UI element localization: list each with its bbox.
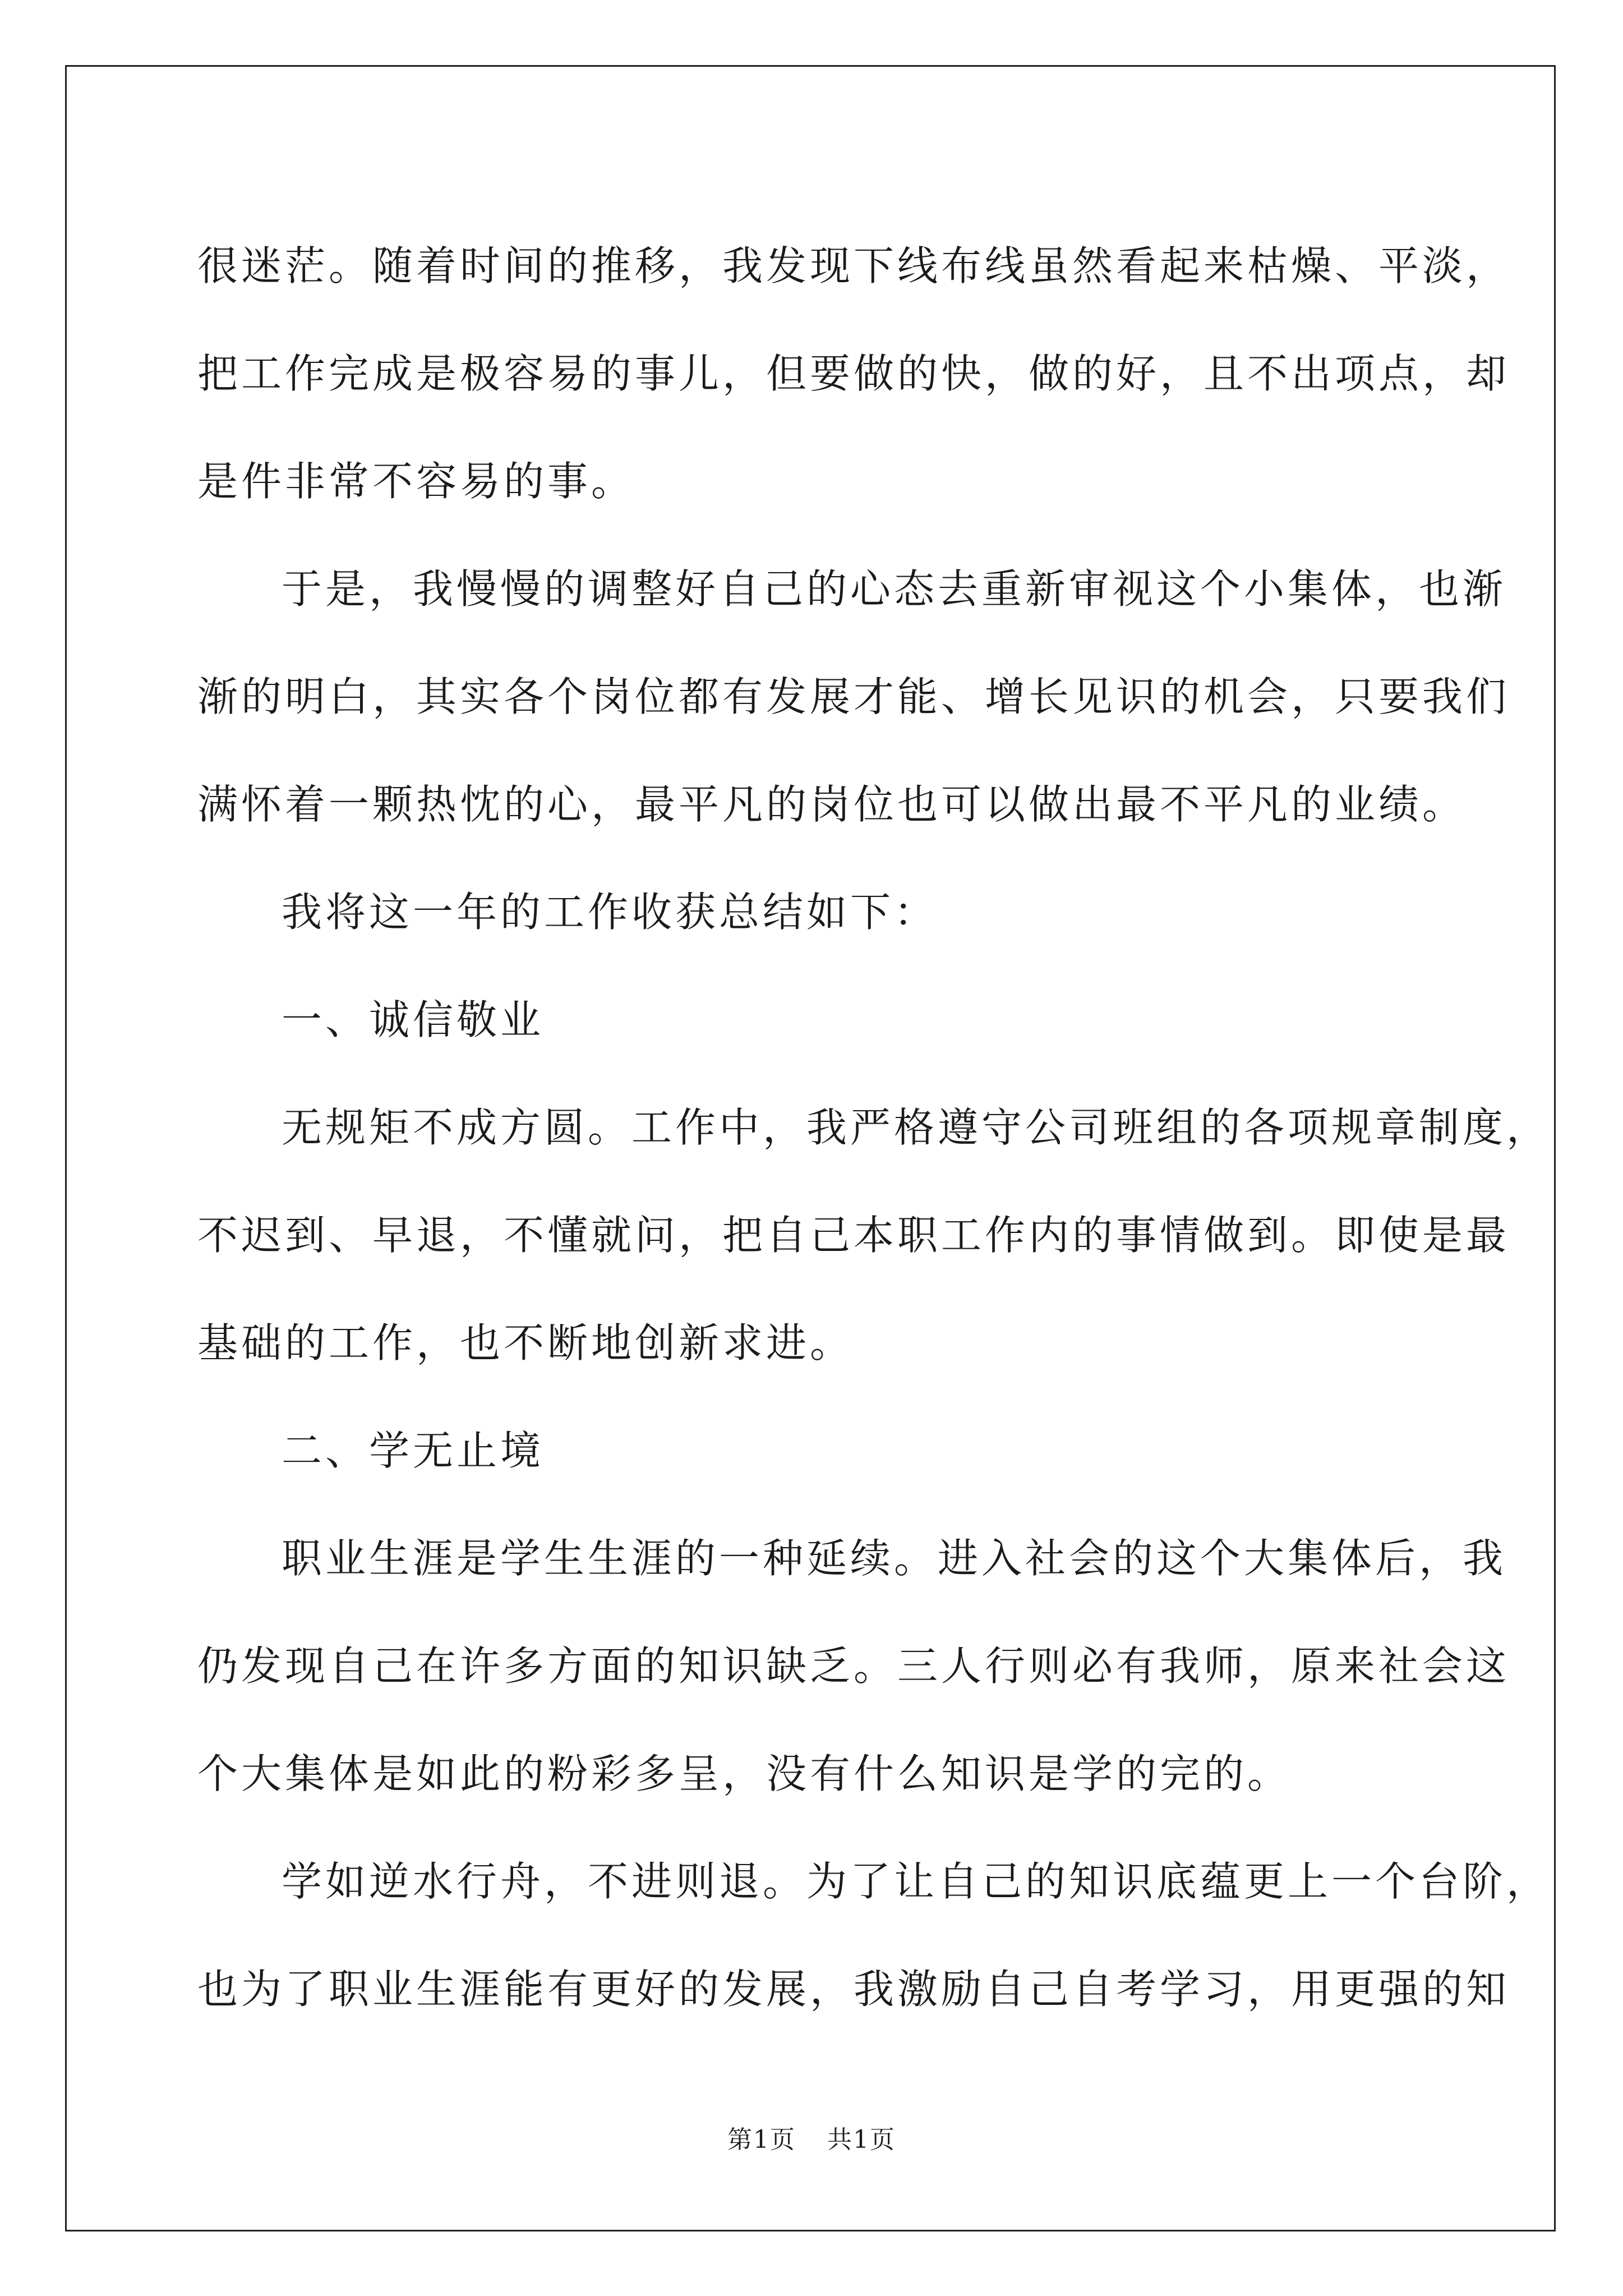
text-line-10: 不迟到、早退，不懂就问，把自己本职工作内的事情做到。即使是最 — [197, 1212, 1510, 1259]
page-number-current: 第1页 — [727, 2125, 796, 2154]
text-line-13: 职业生涯是学生生涯的一种延续。进入社会的这个大集体后，我 — [282, 1535, 1507, 1582]
page-footer — [0, 2119, 1623, 2155]
text-line-14: 仍发现自己在许多方面的知识缺乏。三人行则必有我师，原来社会这 — [197, 1642, 1510, 1690]
text-line-4: 于是，我慢慢的调整好自己的心态去重新审视这个小集体，也渐 — [282, 565, 1507, 613]
text-line-9: 无规矩不成方圆。工作中，我严格遵守公司班组的各项规章制度， — [282, 1104, 1551, 1151]
section-heading-2: 二、学无止境 — [282, 1427, 545, 1474]
text-line-15: 个大集体是如此的粉彩多呈，没有什么知识是学的完的。 — [197, 1750, 1292, 1797]
document-body — [197, 212, 1551, 2043]
section-heading-1: 一、诚信敬业 — [282, 996, 545, 1043]
text-line-5: 渐的明白，其实各个岗位都有发展才能、增长见识的机会，只要我们 — [197, 673, 1510, 720]
text-line-2: 把工作完成是极容易的事儿，但要做的快，做的好，且不出项点，却 — [197, 350, 1510, 397]
text-line-3: 是件非常不容易的事。 — [197, 458, 635, 505]
text-line-7: 我将这一年的工作收获总结如下： — [282, 889, 938, 936]
text-line-6: 满怀着一颗热忱的心，最平凡的岗位也可以做出最不平凡的业绩。 — [197, 781, 1467, 828]
text-line-1: 很迷茫。随着时间的推移，我发现下线布线虽然看起来枯燥、平淡， — [197, 242, 1510, 289]
text-line-17: 也为了职业生涯能有更好的发展，我激励自己自考学习，用更强的知 — [197, 1966, 1510, 2013]
text-line-11: 基础的工作，也不断地创新求进。 — [197, 1319, 854, 1366]
page-number-total: 共1页 — [827, 2125, 896, 2154]
text-line-16: 学如逆水行舟，不进则退。为了让自己的知识底蕴更上一个台阶， — [282, 1858, 1551, 1905]
